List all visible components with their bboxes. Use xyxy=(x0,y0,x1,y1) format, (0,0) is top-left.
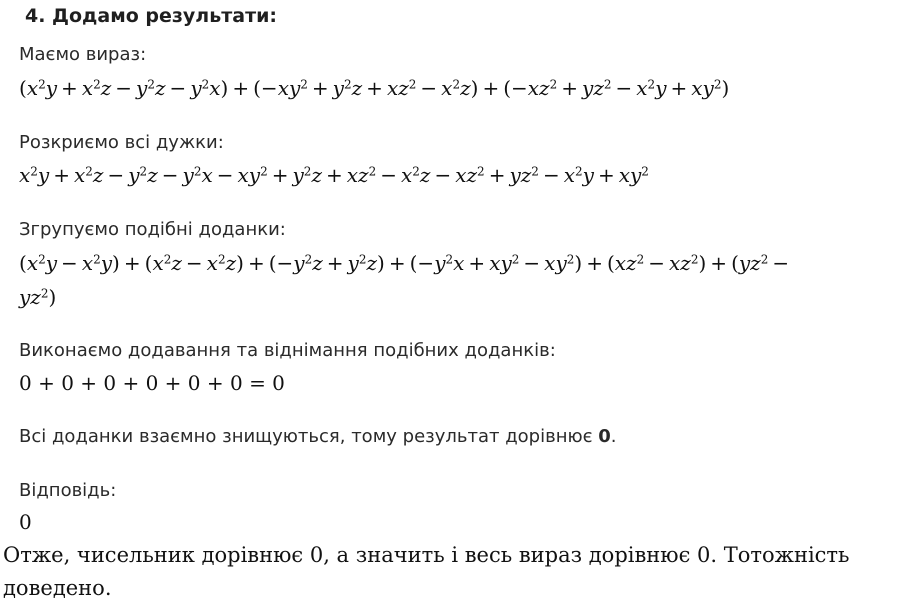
expand-brackets-label: Розкриємо всі дужки: xyxy=(19,132,224,153)
section-heading: 4. Додамо результати: xyxy=(25,5,277,27)
answer-label: Відповідь: xyxy=(19,480,117,501)
conclusion-result: 0 xyxy=(598,426,611,447)
expanded-expression: $x^2y + x^2z - y^2z - y^2x - xy^2 + y^2z + xz^2 - x^2z - xz^2 + yz^2 - x^2y + xy^2$ xyxy=(19,163,649,187)
conclusion-sentence xyxy=(19,426,616,447)
group-terms-label: Згрупуємо подібні доданки: xyxy=(19,219,286,240)
final-statement-line2: доведено. xyxy=(3,576,112,600)
answer-value: 0 xyxy=(19,510,32,534)
combine-terms-label: Виконаємо додавання та віднімання подібних доданків: xyxy=(19,340,556,361)
conclusion-period: . xyxy=(610,426,617,447)
grouped-expression-line2: $yz^2$) xyxy=(19,285,57,309)
original-expression: $(x^2y + x^2z - y^2z - y^2x) + (-xy^2 + y^2z + xz^2 - x^2z) + (-xz^2 + yz^2 - x^2y + xy^2)$ xyxy=(19,76,730,100)
final-statement-line1: Отже, чисельник дорівнює 0, а значить і весь вираз дорівнює 0. Тотожність xyxy=(3,543,850,567)
grouped-expression-line1: $(x^2y - x^2y) + (x^2z - x^2z) + (-y^2z + y^2z) + (-y^2x + xy^2 - xy^2) + (xz^2 - xz^2) + (yz^2$ − xyxy=(19,251,790,275)
sum-of-zeros: 0 + 0 + 0 + 0 + 0 + 0 = 0 xyxy=(19,371,285,395)
conclusion-text: Всі доданки взаємно знищуються, тому результат дорівнює xyxy=(19,426,599,447)
original-expression-label: Маємо вираз: xyxy=(19,44,147,65)
